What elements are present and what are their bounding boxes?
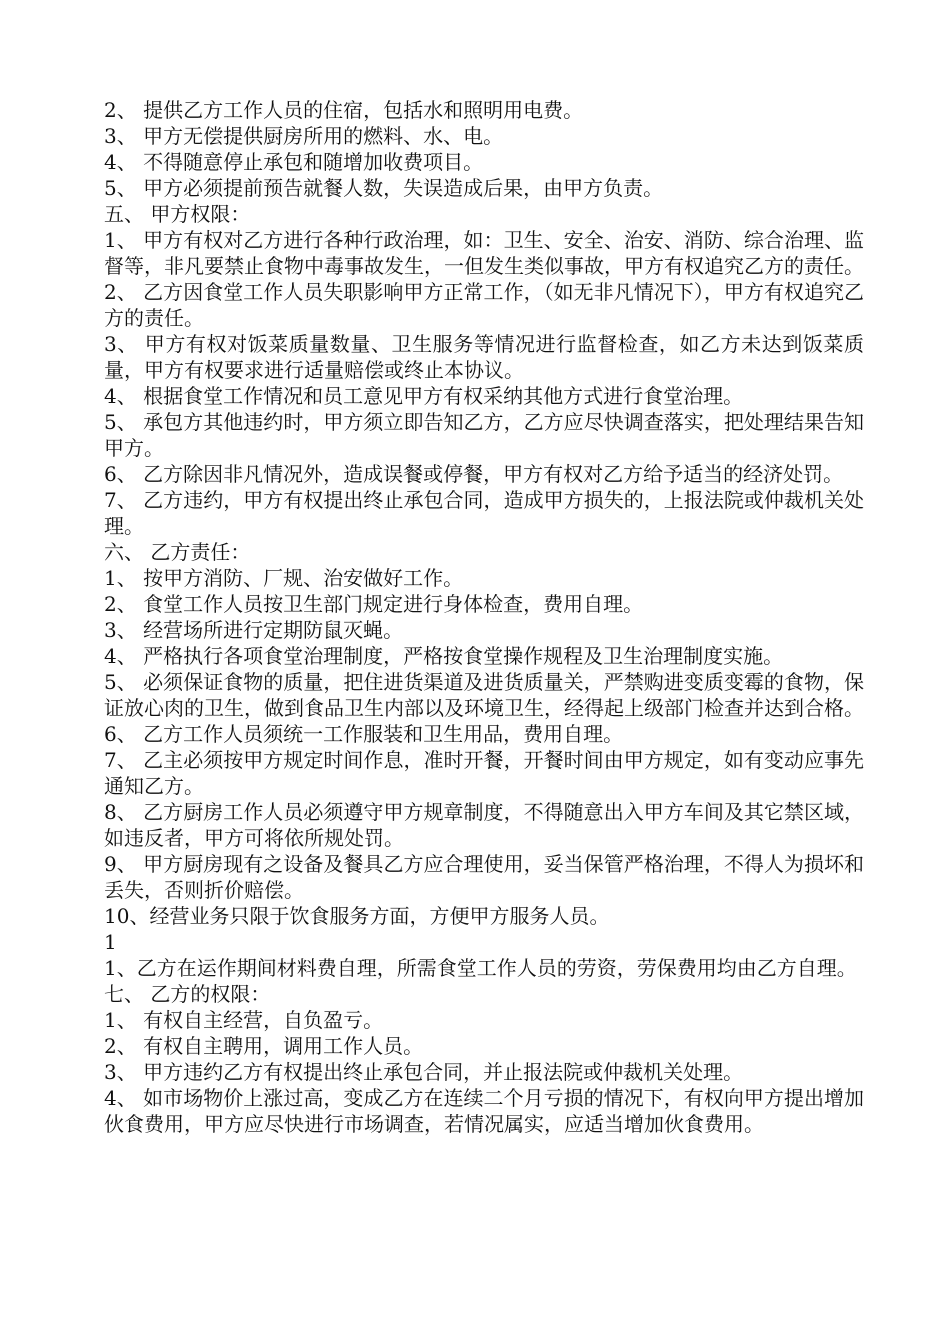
party-a-right-7: 7、 乙方违约，甲方有权提出终止承包合同，造成甲方损失的，上报法院或仲裁机关处理。 [104,488,864,538]
clause-5-diner-count: 5、 甲方必须提前预告就餐人数，失误造成后果，由甲方负责。 [104,176,664,200]
party-b-right-1: 1、 有权自主经营，自负盈亏。 [104,1008,384,1032]
party-a-right-2: 2、 乙方因食堂工作人员失职影响甲方正常工作，（如无非凡情况下），甲方有权追究乙方的责任。 [104,280,864,330]
section-heading-party-b-rights: 七、 乙方的权限： [104,982,271,1006]
party-b-duty-4: 4、 严格执行各项食堂治理制度，严格按食堂操作规程及卫生治理制度实施。 [104,644,784,668]
party-b-duty-5: 5、 必须保证食物的质量，把住进货渠道及进货质量关，严禁购进变质变霉的食物，保证放心肉的卫生，做到食品卫生内部以及环境卫生，经得起上级部门检查并达到合格。 [104,670,864,720]
party-b-right-3: 3、 甲方违约乙方有权提出终止承包合同，并止报法院或仲裁机关处理。 [104,1060,744,1084]
section-heading-party-a-rights: 五、 甲方权限： [104,202,251,226]
clause-2-accommodation: 2、 提供乙方工作人员的住宿，包括水和照明用电费。 [104,98,584,122]
party-b-duty-9: 9、 甲方厨房现有之设备及餐具乙方应合理使用，妥当保管严格治理，不得人为损坏和丢失，否则折价赔偿。 [104,852,864,902]
party-b-duty-7: 7、 乙主必须按甲方规定时间作息，准时开餐，开餐时间由甲方规定，如有变动应事先通知乙方。 [104,748,864,798]
clause-4-no-extra-fees: 4、 不得随意停止承包和随增加收费项目。 [104,150,484,174]
party-a-right-5: 5、 承包方其他违约时，甲方须立即告知乙方，乙方应尽快调查落实，把处理结果告知甲方。 [104,410,864,460]
document-body [104,97,864,1137]
party-a-right-6: 6、 乙方除因非凡情况外，造成误餐或停餐，甲方有权对乙方给予适当的经济处罚。 [104,462,844,486]
party-b-cost-clause: 1、乙方在运作期间材料费自理，所需食堂工作人员的劳资，劳保费用均由乙方自理。 [104,956,857,980]
party-b-duty-8: 8、 乙方厨房工作人员必须遵守甲方规章制度，不得随意出入甲方车间及其它禁区域，如违反者，甲方可将依所规处罚。 [104,800,864,850]
party-b-right-4: 4、 如市场物价上涨过高，变成乙方在连续二个月亏损的情况下，有权向甲方提出增加伙食费用，甲方应尽快进行市场调查，若情况属实，应适当增加伙食费用。 [104,1086,864,1136]
party-a-right-3: 3、 甲方有权对饭菜质量数量、卫生服务等情况进行监督检查，如乙方未达到饭菜质量，甲方有权要求进行适量赔偿或终止本协议。 [104,332,864,382]
party-b-duty-1: 1、 按甲方消防、厂规、治安做好工作。 [104,566,464,590]
party-b-duty-6: 6、 乙方工作人员须统一工作服装和卫生用品，费用自理。 [104,722,624,746]
party-b-duty-2: 2、 食堂工作人员按卫生部门规定进行身体检查，费用自理。 [104,592,644,616]
party-a-right-1: 1、 甲方有权对乙方进行各种行政治理，如：卫生、安全、治安、消防、综合治理、监督等，非凡要禁止食物中毒事故发生，一但发生类似事故，甲方有权追究乙方的责任。 [104,228,864,278]
page-marker: 1 [104,930,117,954]
party-b-duty-10: 10、经营业务只限于饮食服务方面，方便甲方服务人员。 [104,904,610,928]
party-b-duty-3: 3、 经营场所进行定期防鼠灭蝇。 [104,618,404,642]
party-a-right-4: 4、 根据食堂工作情况和员工意见甲方有权采纳其他方式进行食堂治理。 [104,384,744,408]
clause-3-utilities: 3、 甲方无偿提供厨房所用的燃料、水、电。 [104,124,504,148]
section-heading-party-b-duties: 六、 乙方责任： [104,540,251,564]
party-b-right-2: 2、 有权自主聘用，调用工作人员。 [104,1034,424,1058]
